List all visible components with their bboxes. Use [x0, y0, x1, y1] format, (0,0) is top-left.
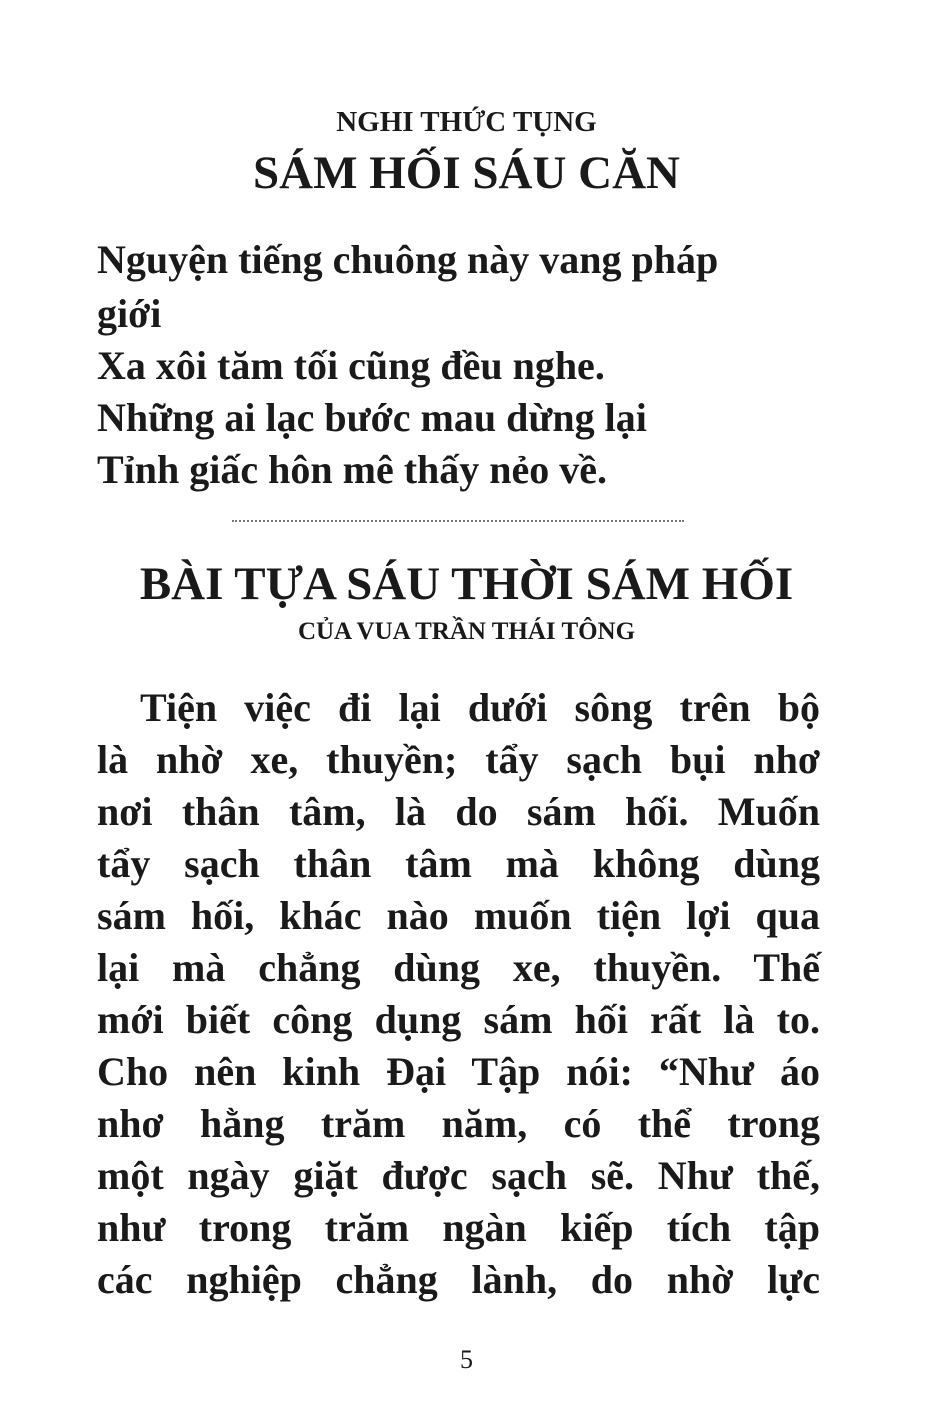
paragraph-line: mới biết công dụng sám hối rất là to.: [97, 997, 820, 1042]
page-number: 5: [460, 1345, 473, 1374]
verse-line: Những ai lạc bước mau dừng lại: [97, 395, 647, 440]
ritual-subtitle: NGHI THỨC TỤNG: [336, 106, 597, 138]
paragraph-line: tẩy sạch thân tâm mà không dùng: [97, 841, 820, 886]
paragraph-line: các nghiệp chẳng lành, do nhờ lực: [97, 1257, 820, 1302]
section-divider: [232, 520, 684, 522]
paragraph-line: một ngày giặt được sạch sẽ. Như thế,: [97, 1153, 820, 1198]
paragraph-line: như trong trăm ngàn kiếp tích tập: [97, 1205, 820, 1250]
verse-line: Xa xôi tăm tối cũng đều nghe.: [97, 343, 605, 388]
ritual-title: SÁM HỐI SÁU CĂN: [253, 147, 680, 199]
verse-line: giới: [97, 291, 162, 336]
section-author: CỦA VUA TRẦN THÁI TÔNG: [297, 618, 636, 645]
section-title: BÀI TỰA SÁU THỜI SÁM HỐI: [139, 558, 794, 610]
paragraph-line: Cho nên kinh Đại Tập nói: “Như áo: [97, 1049, 820, 1094]
paragraph-line: nơi thân tâm, là do sám hối. Muốn: [97, 789, 820, 834]
verse-line: Tỉnh giấc hôn mê thấy nẻo về.: [97, 447, 608, 492]
paragraph-line: là nhờ xe, thuyền; tẩy sạch bụi nhơ: [97, 737, 820, 782]
paragraph-line: lại mà chẳng dùng xe, thuyền. Thế: [97, 945, 820, 990]
verse-line: Nguyện tiếng chuông này vang pháp: [97, 237, 719, 282]
paragraph-line: sám hối, khác nào muốn tiện lợi qua: [97, 893, 820, 938]
paragraph-line: Tiện việc đi lại dưới sông trên bộ: [140, 685, 820, 730]
paragraph-line: nhơ hằng trăm năm, có thể trong: [97, 1101, 820, 1146]
